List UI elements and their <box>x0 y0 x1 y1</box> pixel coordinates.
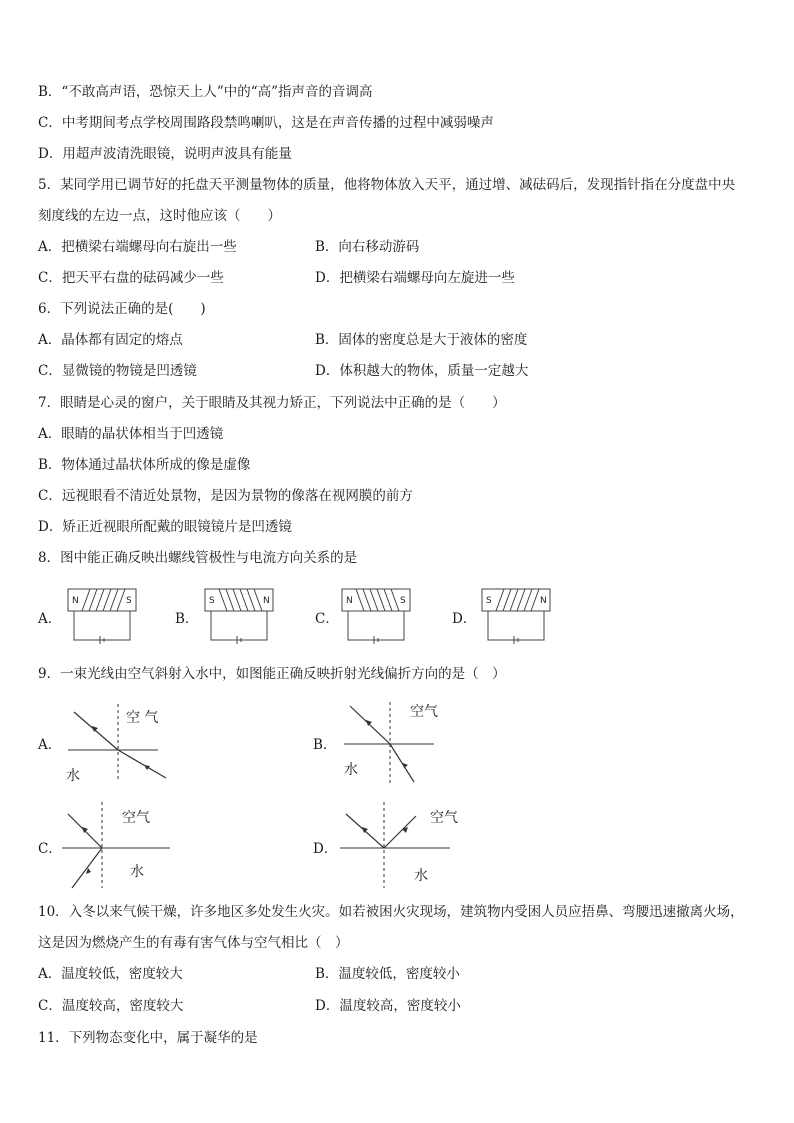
svg-text:N: N <box>540 596 547 606</box>
q8-label-d: D． <box>452 611 477 627</box>
svg-text:N: N <box>263 596 270 606</box>
q10-option-b: B．温度较低，密度较小 <box>315 966 460 982</box>
q5-option-d: D．把横梁右端螺母向左旋进一些 <box>315 270 515 286</box>
q5-stem-line1: 5．某同学用已调节好的托盘天平测量物体的质量，他将物体放入天平，通过增、减砝码后，发现指针指在分度盘中央 <box>38 177 736 193</box>
q4-option-b: B．“不敢高声语，恐惊天上人”中的“高”指声音的音调高 <box>38 84 373 100</box>
q8-label-a: A． <box>38 611 62 627</box>
q10-option-c: C．温度较高，密度较大 <box>38 998 184 1014</box>
svg-text:空气: 空气 <box>430 810 458 826</box>
q9-figure-a <box>62 700 182 790</box>
q9-figure-c <box>60 800 180 890</box>
q8-figure-b <box>203 587 275 645</box>
q6-stem: 6．下列说法正确的是( ) <box>38 301 206 317</box>
svg-text:空 气: 空 气 <box>126 710 159 726</box>
svg-text:空气: 空气 <box>410 704 438 720</box>
q6-option-c: C．显微镜的物镜是凹透镜 <box>38 363 197 379</box>
q9-figure-d <box>336 800 466 890</box>
q7-option-a: A．眼睛的晶状体相当于凹透镜 <box>38 426 224 442</box>
q10-option-a: A．温度较低，密度较大 <box>38 966 183 982</box>
q9-figure-b <box>338 700 458 786</box>
q5-option-b: B．向右移动游码 <box>315 239 420 255</box>
q8-figure-c <box>340 587 412 645</box>
svg-text:水: 水 <box>66 768 80 784</box>
svg-text:水: 水 <box>130 864 144 880</box>
svg-text:N: N <box>346 596 353 606</box>
q4-option-c: C．中考期间考点学校周围路段禁鸣喇叭，这是在声音传播的过程中减弱噪声 <box>38 115 494 131</box>
q6-option-a: A．晶体都有固定的熔点 <box>38 332 183 348</box>
q11-stem: 11．下列物态变化中，属于凝华的是 <box>38 1030 258 1046</box>
q7-option-d: D．矫正近视眼所配戴的眼镜镜片是凹透镜 <box>38 519 292 535</box>
q9-label-c: C． <box>38 841 62 857</box>
q6-option-d: D．体积越大的物体，质量一定越大 <box>315 363 529 379</box>
q7-option-c: C．远视眼看不清近处景物，是因为景物的像落在视网膜的前方 <box>38 488 413 504</box>
q5-stem-line2: 刻度线的左边一点，这时他应该（ ） <box>38 208 281 224</box>
svg-text:S: S <box>209 596 215 606</box>
q10-stem-line2: 这是因为燃烧产生的有毒有害气体与空气相比（ ） <box>38 935 349 951</box>
q7-stem: 7．眼睛是心灵的窗户，关于眼睛及其视力矫正，下列说法中正确的是（ ） <box>38 395 506 411</box>
q10-stem-line1: 10．入冬以来气候干燥，许多地区多处发生火灾。如若被困火灾现场，建筑物内受困人员应捂鼻、弯腰迅速撤离火场， <box>38 904 744 920</box>
q8-label-b: B． <box>175 611 199 627</box>
q9-label-d: D． <box>313 841 338 857</box>
svg-text:S: S <box>126 596 132 606</box>
svg-text:S: S <box>400 596 406 606</box>
svg-text:S: S <box>486 596 492 606</box>
q5-option-c: C．把天平右盘的砝码减少一些 <box>38 270 224 286</box>
q9-label-b: B． <box>313 737 337 753</box>
svg-text:水: 水 <box>344 762 358 778</box>
svg-text:空气: 空气 <box>122 810 150 826</box>
q9-stem: 9．一束光线由空气斜射入水中，如图能正确反映折射光线偏折方向的是（ ） <box>38 666 506 682</box>
q8-label-c: C． <box>315 611 339 627</box>
svg-text:水: 水 <box>414 868 428 884</box>
svg-text:N: N <box>72 596 79 606</box>
q4-option-d: D．用超声波清洗眼镜，说明声波具有能量 <box>38 146 292 162</box>
q7-option-b: B．物体通过晶状体所成的像是虚像 <box>38 457 251 473</box>
q8-stem: 8．图中能正确反映出螺线管极性与电流方向关系的是 <box>38 550 358 566</box>
q8-figure-d <box>480 587 552 645</box>
q5-option-a: A．把横梁右端螺母向右旋出一些 <box>38 239 237 255</box>
q10-option-d: D．温度较高，密度较小 <box>315 998 461 1014</box>
q6-option-b: B．固体的密度总是大于液体的密度 <box>315 332 528 348</box>
q9-label-a: A． <box>38 737 62 753</box>
q8-figure-a <box>66 587 138 645</box>
